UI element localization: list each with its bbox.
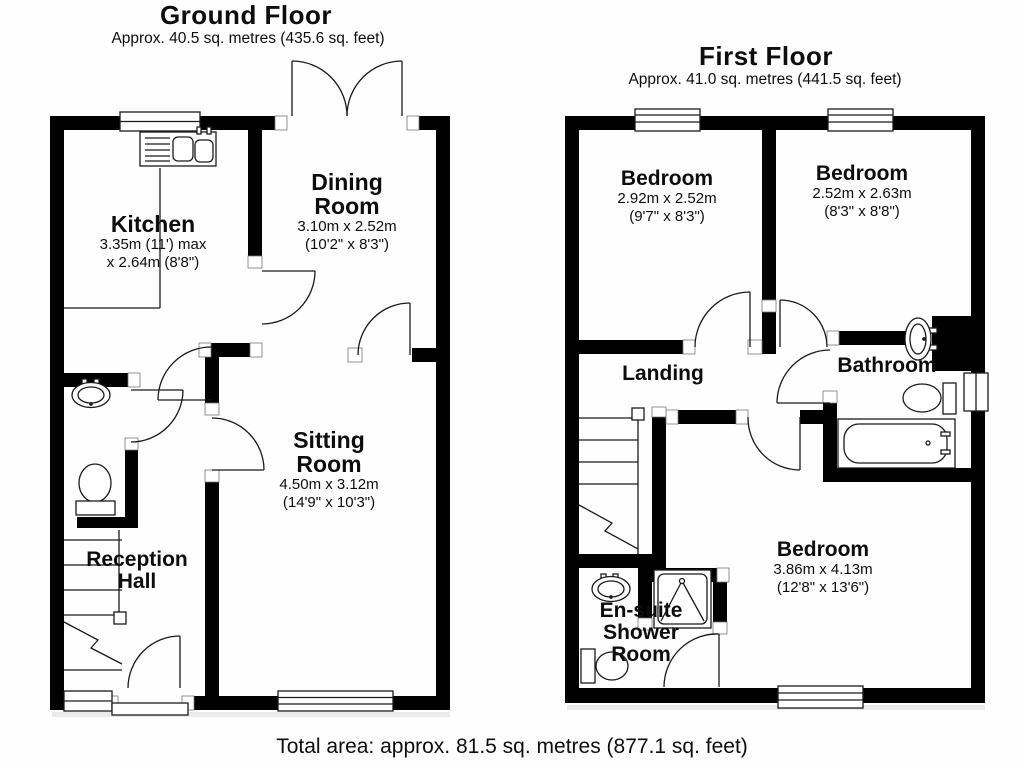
room-dim-metric: 4.50m x 3.12m (279, 476, 379, 494)
room-dim-metric: 3.35m (11') max (99, 236, 207, 254)
ff-bathtub-icon (838, 419, 955, 468)
room-label-landing (622, 363, 704, 385)
room-label-dining-room (297, 170, 396, 254)
gf-hall-window-icon (64, 691, 112, 711)
room-dim-imperial: (9'7" x 8'3") (629, 208, 705, 226)
ff-staircase-icon (579, 408, 644, 554)
ff-bathroom-window-icon (964, 373, 988, 411)
gf-cloakroom-door-icon (131, 390, 183, 442)
gf-entrance-threshold (112, 703, 188, 715)
room-name: Landing (622, 362, 704, 385)
room-dim-metric: 2.92m x 2.52m (617, 190, 717, 208)
gf-kitchen-window-icon (120, 112, 200, 131)
room-name: Sitting Room (293, 427, 365, 478)
room-label-sitting-room (279, 428, 378, 512)
room-dim-imperial: (8'3" x 8'8") (824, 203, 900, 221)
ground-floor-plan (50, 61, 450, 717)
ff-bathroom-door-icon (777, 350, 830, 403)
gf-kitchen-dining-door-icon (262, 271, 315, 324)
room-dim-imperial: (10'2" x 8'3") (305, 236, 389, 254)
room-name: Bedroom (776, 538, 870, 561)
gf-dining-sitting-door-icon (358, 303, 410, 355)
room-label-bedroom-3 (773, 539, 872, 597)
room-label-bedroom-1 (617, 168, 716, 226)
room-name: Reception Hall (86, 548, 188, 594)
total-area-text: Total area: approx. 81.5 sq. metres (877.1 sq. feet) (276, 735, 748, 758)
gf-toilet-icon (76, 464, 115, 515)
room-name: Bedroom (815, 162, 909, 185)
room-name: Bedroom (620, 167, 714, 190)
ff-bathroom-toilet-icon (903, 383, 956, 414)
ground-floor-title: Ground Floor (159, 0, 333, 30)
room-name: En-suite Shower Room (599, 599, 683, 667)
room-label-bedroom-2 (812, 163, 911, 221)
room-label-reception-hall (75, 549, 200, 593)
room-name: Kitchen (110, 211, 196, 237)
ff-bedroom3-window-icon (778, 686, 863, 708)
room-dim-imperial: (14'9" x 10'3") (282, 494, 376, 512)
gf-sitting-room-door-icon (212, 418, 264, 470)
ff-bedroom2-window-icon (828, 109, 893, 131)
ff-bedroom1-window-icon (635, 109, 700, 131)
ff-bedroom1-door-icon (695, 292, 750, 347)
room-label-bathroom (837, 355, 936, 377)
gf-kitchen-sink-icon (140, 127, 216, 166)
room-name: Bathroom (837, 354, 937, 377)
ground-floor-area: Approx. 40.5 sq. metres (435.6 sq. feet) (111, 30, 385, 47)
ff-landing-door-icon (748, 417, 800, 470)
room-dim-metric: 3.10m x 2.52m (297, 218, 397, 236)
first-floor-title: First Floor (698, 41, 834, 71)
gf-entrance-door-icon (128, 636, 180, 688)
first-floor-area: Approx. 41.0 sq. metres (441.5 sq. feet) (628, 71, 902, 88)
plan-shadow (567, 705, 985, 710)
gf-sitting-window-icon (278, 691, 393, 711)
room-label-ensuite-shower-room (591, 600, 691, 666)
room-dim-metric: 2.52m x 2.63m (812, 185, 912, 203)
gf-french-doors-icon (292, 61, 402, 116)
room-dim-imperial: x 2.64m (8'8") (106, 254, 200, 272)
ff-ensuite-basin-icon (592, 574, 630, 602)
room-name: Dining Room (311, 169, 383, 220)
room-label-kitchen (100, 212, 207, 272)
ff-bedroom2-door-icon (780, 300, 827, 347)
room-dim-metric: 3.86m x 4.13m (773, 561, 873, 579)
room-dim-imperial: (12'8" x 13'6") (776, 579, 870, 597)
